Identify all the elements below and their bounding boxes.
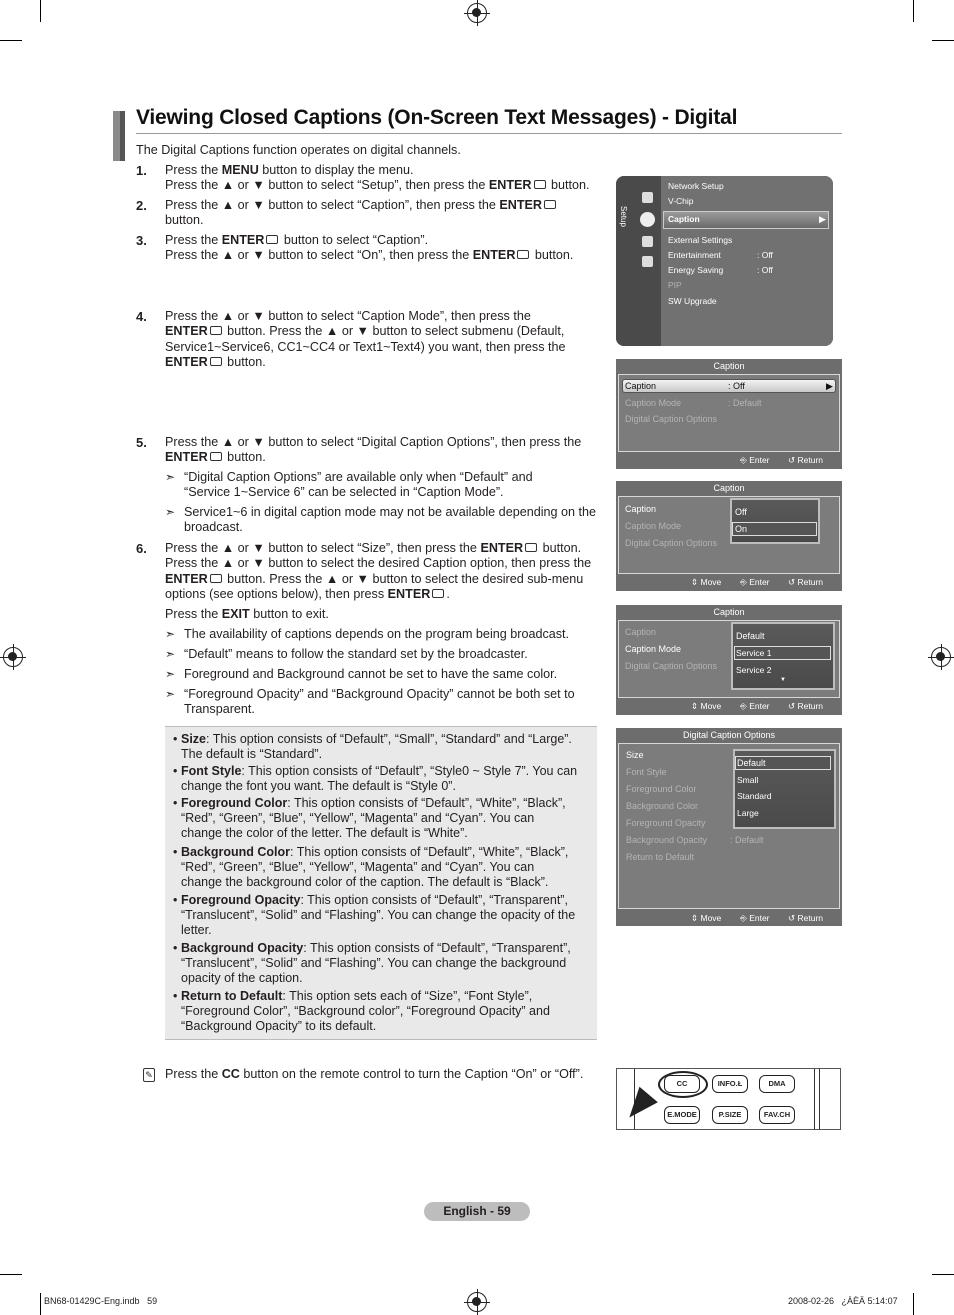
- option-line: [181, 971, 591, 986]
- enter-hint: [740, 455, 770, 466]
- remote-illustration: [616, 1068, 841, 1130]
- move-hint-label: Move: [700, 913, 722, 923]
- caption-mode-row-label[interactable]: Caption Mode: [625, 398, 682, 408]
- bullet-icon: •: [173, 989, 178, 1003]
- crop-mark: [932, 40, 954, 41]
- note-arrow-icon: ➣: [165, 687, 176, 701]
- option-name: Foreground Opacity: [181, 893, 301, 907]
- option-row-label[interactable]: Background Color: [626, 801, 699, 811]
- option-row-label[interactable]: Foreground Color: [626, 784, 697, 794]
- bullet-icon: •: [173, 796, 178, 810]
- note-arrow-icon: ➣: [165, 647, 176, 661]
- enter-hint-label: Enter: [749, 455, 770, 465]
- dma-button[interactable]: DMA: [759, 1075, 795, 1093]
- text-segment: button.: [165, 213, 204, 228]
- caption-row-value: : Off: [728, 381, 745, 391]
- option-line: [181, 1004, 591, 1019]
- bold-key-label: ENTER: [165, 450, 208, 465]
- setup-menu-item[interactable]: PIP: [668, 280, 682, 290]
- option-text: opacity of the caption.: [181, 971, 303, 986]
- bold-key-label: MENU: [221, 163, 259, 177]
- favch-button[interactable]: FAV.CH: [759, 1106, 795, 1124]
- text-segment: button.: [531, 248, 574, 263]
- bold-key-label: ENTER: [165, 324, 208, 339]
- move-hint: [691, 577, 721, 588]
- option-line: [181, 747, 591, 762]
- crop-mark: [40, 1293, 41, 1315]
- enter-icon: [266, 235, 278, 244]
- option-text: “Red”, “Green”, “Blue”, “Yellow”, “Magenta” and “Cyan”. You can: [181, 860, 535, 875]
- step-line: [165, 355, 266, 370]
- popup-option-default[interactable]: Default: [737, 758, 766, 768]
- text-segment: Press the: [165, 607, 222, 621]
- arrow-right-icon: ▶: [826, 381, 833, 391]
- title-divider: [136, 133, 842, 134]
- text-segment: button.: [547, 178, 590, 193]
- option-row-label[interactable]: Background Opacity: [626, 835, 708, 845]
- enter-icon: [210, 326, 222, 335]
- setup-menu-item[interactable]: Entertainment: [668, 250, 721, 260]
- option-line: [181, 893, 591, 908]
- file-info: BN68-01429C-Eng.indb 59: [44, 1296, 158, 1306]
- option-line: [181, 796, 591, 811]
- picture-icon: [642, 192, 653, 203]
- enter-icon: ⎆: [740, 577, 747, 587]
- option-line: [181, 732, 591, 747]
- cc-button[interactable]: CC: [664, 1075, 700, 1093]
- page-number: English - 59: [424, 1202, 530, 1221]
- caption-popup: [730, 498, 820, 544]
- step-number: 1.: [136, 163, 147, 178]
- setup-menu-item[interactable]: Caption: [668, 214, 700, 224]
- option-row-label[interactable]: Return to Default: [626, 852, 695, 862]
- text-segment: .: [446, 586, 450, 601]
- setup-list: [661, 176, 833, 346]
- bullet-icon: •: [173, 764, 178, 778]
- step-line: [165, 340, 566, 355]
- setup-side-label: Setup: [619, 206, 628, 227]
- enter-icon: [525, 543, 537, 552]
- enter-icon: [210, 357, 222, 366]
- option-text: : This option sets each of “Size”, “Font Style”,: [282, 989, 533, 1003]
- note-line: “Default” means to follow the standard set by the broadcaster.: [184, 647, 528, 661]
- text-segment: button. Press the ▲ or ▼ button to select submenu (Default,: [223, 324, 565, 339]
- caption-mode-row-value: : Default: [728, 398, 762, 408]
- crop-mark: [913, 1293, 914, 1315]
- digital-caption-options-row[interactable]: Digital Caption Options: [625, 538, 718, 548]
- text-segment: Press the ▲ or ▼ button to select “Caption”, then press the: [165, 198, 500, 212]
- note-line: Foreground and Background cannot be set to have the same color.: [184, 667, 558, 681]
- option-text: “Translucent”, “Solid” and “Flashing”. You can change the background: [181, 956, 567, 971]
- text-segment: Press the: [165, 233, 222, 247]
- setup-menu-item[interactable]: V-Chip: [668, 196, 694, 206]
- enter-icon: [210, 574, 222, 583]
- return-hint-label: Return: [797, 455, 824, 465]
- note-line: broadcast.: [184, 520, 243, 535]
- enter-hint-label: Enter: [749, 577, 770, 587]
- enter-hint-label: Enter: [749, 913, 770, 923]
- note-arrow-icon: ➣: [165, 627, 176, 641]
- option-text: : This option consists of “Default”, “Small”, “Standard” and “Large”.: [206, 732, 572, 746]
- bold-key-label: ENTER: [499, 198, 543, 212]
- option-name: Background Color: [181, 845, 291, 859]
- registration-mark-icon: [931, 647, 951, 667]
- text-segment: Press the ▲ or ▼ button to select “Digital Caption Options”, then press the: [165, 435, 582, 449]
- enter-icon: [517, 250, 529, 259]
- application-icon: [642, 256, 653, 267]
- step-line: [165, 324, 564, 339]
- enter-hint: [740, 701, 770, 712]
- bold-key-label: ENTER: [480, 541, 524, 555]
- option-line: [181, 956, 591, 971]
- option-text: : This option consists of “Default”, “Transparent”,: [303, 941, 571, 955]
- option-row-label[interactable]: Size: [626, 750, 644, 760]
- text-segment: Press the ▲ or ▼ button to select “Caption Mode”, then press the: [165, 309, 531, 323]
- step-line: [165, 163, 414, 178]
- pointer-arrow-icon: [620, 1087, 658, 1125]
- return-hint-label: Return: [797, 577, 824, 587]
- setup-menu-item[interactable]: Energy Saving: [668, 265, 724, 275]
- setup-menu-value: : Off: [757, 250, 773, 260]
- registration-mark-icon: [467, 3, 487, 23]
- text-segment: Press the: [165, 163, 222, 177]
- step-number: 3.: [136, 233, 147, 248]
- note-line: “Digital Caption Options” are available only when “Default” and: [184, 470, 533, 484]
- caption-row-label[interactable]: Caption: [625, 504, 657, 514]
- crop-mark: [0, 40, 22, 41]
- popup-option-on[interactable]: On: [735, 524, 748, 534]
- step-line: [165, 309, 531, 324]
- popup-option-large[interactable]: Large: [737, 808, 759, 818]
- options-box: [165, 726, 597, 1040]
- popup-option-service2[interactable]: Service 2: [736, 665, 772, 675]
- option-text: “Red”, “Green”, “Blue”, “Yellow”, “Magenta” and “Cyan”. You can: [181, 811, 535, 826]
- text-segment: Service1~Service6, CC1~CC4 or Text1~Text4) you want, then press the: [165, 339, 566, 354]
- note-arrow-icon: ➣: [165, 667, 176, 681]
- background-opacity-value: : Default: [730, 835, 764, 845]
- cc-note: [165, 1067, 583, 1082]
- popup-option-default[interactable]: Default: [736, 631, 765, 641]
- setup-sidebar: [616, 176, 661, 346]
- option-text: letter.: [181, 923, 212, 938]
- return-hint: [788, 455, 823, 466]
- text-segment: options (see options below), then press: [165, 586, 388, 601]
- note-icon: ✎: [143, 1068, 155, 1082]
- step-number: 5.: [136, 435, 147, 450]
- enter-icon: [544, 200, 556, 209]
- note-line: “Service 1~Service 6” can be selected in “Caption Mode”.: [184, 485, 504, 500]
- step-line: [165, 213, 204, 228]
- bullet-icon: •: [173, 893, 178, 907]
- text-segment: button.: [223, 450, 266, 465]
- enter-hint-label: Enter: [749, 701, 770, 711]
- option-text: : This option consists of “Default”, “Style0 ~ Style 7”. You can: [241, 764, 578, 778]
- move-hint-label: Move: [700, 701, 722, 711]
- option-line: [181, 989, 591, 1004]
- option-text: change the font you want. The default is “Style 0”.: [181, 779, 456, 794]
- step-line: [165, 198, 558, 213]
- text-segment: Press the ▲ or ▼ button to select “On”, then press the: [165, 248, 473, 263]
- enter-icon: ⎆: [740, 701, 747, 711]
- arrow-right-icon: ▶: [819, 214, 826, 224]
- panel-header: Caption: [713, 607, 745, 617]
- digital-caption-options-panel: [616, 728, 842, 926]
- crop-mark: [0, 1274, 22, 1275]
- option-line: [181, 1019, 591, 1034]
- step-line: [165, 572, 583, 587]
- remote-body-edge: [819, 1069, 820, 1129]
- step-number: 4.: [136, 309, 147, 324]
- intro-text: The Digital Captions function operates on digital channels.: [136, 143, 461, 157]
- registration-mark-icon: [467, 1292, 487, 1312]
- bullet-icon: •: [173, 732, 178, 746]
- text-segment: Press the ▲ or ▼ button to select the desired Caption option, then press the: [165, 556, 592, 571]
- input-icon: [642, 236, 653, 247]
- popup-option-small[interactable]: Small: [737, 775, 759, 785]
- option-text: “Translucent”, “Solid” and “Flashing”. You can change the opacity of the: [181, 908, 576, 923]
- text-segment: button to display the menu.: [258, 163, 414, 177]
- step-line: [165, 587, 450, 602]
- option-row-label[interactable]: Foreground Opacity: [626, 818, 706, 828]
- enter-icon: ⎆: [740, 455, 747, 465]
- text-segment: button on the remote control to turn the Caption “On” or “Off”.: [239, 1067, 584, 1081]
- option-line: [181, 941, 591, 956]
- bold-key-label: CC: [221, 1067, 240, 1081]
- move-icon: ⇕: [691, 701, 699, 711]
- popup-option-standard[interactable]: Standard: [737, 791, 772, 801]
- return-icon: ↺: [788, 455, 796, 465]
- bold-key-label: ENTER: [165, 571, 208, 586]
- return-hint-label: Return: [797, 913, 824, 923]
- note-arrow-icon: ➣: [165, 470, 176, 484]
- text-segment: Press the ▲ or ▼ button to select “Setup”, then press the: [165, 178, 489, 193]
- text-segment: Press the: [165, 1067, 222, 1081]
- option-text: change the background color of the caption. The default is “Black”.: [181, 875, 549, 890]
- popup-option-service1[interactable]: Service 1: [736, 648, 772, 658]
- option-line: [181, 811, 591, 826]
- option-line: [181, 875, 591, 890]
- option-text: “Foreground Color”, “Background color”, “Foreground Opacity” and: [181, 1004, 550, 1019]
- text-segment: button.: [539, 541, 582, 555]
- text-segment: button. Press the ▲ or ▼ button to select the desired sub-menu: [223, 571, 584, 586]
- enter-icon: [432, 589, 444, 598]
- option-text: : This option consists of “Default”, “White”, “Black”,: [287, 796, 566, 810]
- step-line: [165, 248, 573, 263]
- note-line: “Foreground Opacity” and “Background Opacity” cannot be both set to: [184, 687, 575, 701]
- bold-key-label: ENTER: [221, 233, 265, 247]
- move-icon: ⇕: [691, 913, 699, 923]
- step-line: [165, 556, 591, 571]
- note-line: Service1~6 in digital caption mode may not be available depending on the: [184, 505, 597, 519]
- option-line: [181, 923, 591, 938]
- caption-row-label[interactable]: Caption: [625, 627, 657, 637]
- option-line: [181, 908, 591, 923]
- digital-caption-options-row[interactable]: Digital Caption Options: [625, 661, 718, 671]
- text-segment: Press the ▲ or ▼ button to select “Size”, then press the: [165, 541, 481, 555]
- scroll-down-icon[interactable]: ▼: [780, 677, 786, 683]
- panel-header: Digital Caption Options: [682, 730, 776, 740]
- text-segment: button to exit.: [249, 607, 329, 621]
- step-number: 2.: [136, 198, 147, 213]
- caption-panel-3: [616, 605, 842, 715]
- panel-header: Caption: [713, 483, 745, 493]
- option-line: [181, 860, 591, 875]
- option-line: [181, 826, 591, 841]
- page-title: Viewing Closed Captions (On-Screen Text Messages) - Digital: [136, 106, 738, 129]
- step-line: [165, 233, 428, 248]
- step-line: [165, 178, 590, 193]
- return-hint: [788, 701, 823, 712]
- move-icon: ⇕: [691, 577, 699, 587]
- caption-mode-row-label[interactable]: Caption Mode: [625, 521, 682, 531]
- crop-mark: [40, 0, 41, 22]
- psize-button[interactable]: P.SIZE: [712, 1106, 748, 1124]
- return-icon: ↺: [788, 701, 796, 711]
- bold-key-label: ENTER: [488, 178, 532, 193]
- setup-menu-screenshot: [616, 176, 833, 346]
- digital-caption-options-row[interactable]: Digital Caption Options: [625, 414, 718, 424]
- return-hint: [788, 577, 823, 588]
- setup-menu-item[interactable]: Network Setup: [668, 181, 724, 191]
- enter-hint: [740, 913, 770, 924]
- option-name: Return to Default: [181, 989, 283, 1003]
- registration-mark-icon: [3, 647, 23, 667]
- text-segment: button to select “Caption”.: [280, 233, 429, 247]
- caption-panel-1: [616, 359, 842, 469]
- enter-icon: ⎆: [740, 913, 747, 923]
- option-line: [181, 845, 591, 860]
- step-number: 6.: [136, 541, 147, 556]
- option-name: Background Opacity: [181, 941, 304, 955]
- option-text: The default is “Standard”.: [181, 747, 323, 762]
- option-name: Size: [181, 732, 207, 746]
- caption-row-label[interactable]: Caption: [625, 381, 657, 391]
- setup-menu-item[interactable]: SW Upgrade: [668, 296, 717, 306]
- option-row-label[interactable]: Font Style: [626, 767, 667, 777]
- title-accent-bar: [120, 111, 125, 161]
- exit-instruction: [165, 607, 329, 622]
- option-line: [181, 764, 591, 779]
- return-hint: [788, 913, 823, 924]
- gear-icon: [640, 212, 655, 227]
- option-line: [181, 779, 591, 794]
- step-line: [165, 450, 266, 465]
- enter-icon: [210, 452, 222, 461]
- bold-key-label: ENTER: [472, 248, 516, 263]
- bold-key-label: ENTER: [387, 586, 431, 601]
- note-line: The availability of captions depends on the program being broadcast.: [184, 627, 570, 641]
- option-text: “Background Opacity” to its default.: [181, 1019, 377, 1034]
- option-name: Foreground Color: [181, 796, 288, 810]
- bullet-icon: •: [173, 845, 178, 859]
- bold-key-label: EXIT: [221, 607, 250, 621]
- caption-panel-2: [616, 481, 842, 591]
- emode-button[interactable]: E.MODE: [664, 1106, 700, 1124]
- return-hint-label: Return: [797, 701, 824, 711]
- enter-hint: [740, 577, 770, 588]
- info-button[interactable]: INFO.Ł: [712, 1075, 748, 1093]
- return-icon: ↺: [788, 577, 796, 587]
- option-name: Font Style: [181, 764, 242, 778]
- note-arrow-icon: ➣: [165, 505, 176, 519]
- crop-mark: [932, 1274, 954, 1275]
- note-line: Transparent.: [184, 702, 255, 717]
- crop-mark: [913, 0, 914, 22]
- popup-option-off[interactable]: Off: [735, 507, 747, 517]
- move-hint: [691, 701, 721, 712]
- caption-mode-row-label[interactable]: Caption Mode: [625, 644, 682, 654]
- option-text: : This option consists of “Default”, “Transparent”,: [300, 893, 568, 907]
- text-segment: button.: [223, 354, 266, 369]
- setup-menu-value: : Off: [757, 265, 773, 275]
- enter-icon: [534, 180, 546, 189]
- date-info: 2008-02-26 ¿ÀÈÄ 5:14:07: [788, 1296, 898, 1306]
- panel-header: Caption: [713, 361, 745, 371]
- return-icon: ↺: [788, 913, 796, 923]
- step-line: [165, 435, 581, 450]
- bullet-icon: •: [173, 941, 178, 955]
- move-hint: [691, 913, 721, 924]
- setup-menu-item[interactable]: External Settings: [668, 235, 733, 245]
- option-text: : This option consists of “Default”, “White”, “Black”,: [290, 845, 569, 859]
- remote-body-edge: [814, 1069, 815, 1129]
- option-text: change the color of the letter. The default is “White”.: [181, 826, 468, 841]
- move-hint-label: Move: [700, 577, 722, 587]
- bold-key-label: ENTER: [165, 354, 208, 369]
- step-line: [165, 541, 581, 556]
